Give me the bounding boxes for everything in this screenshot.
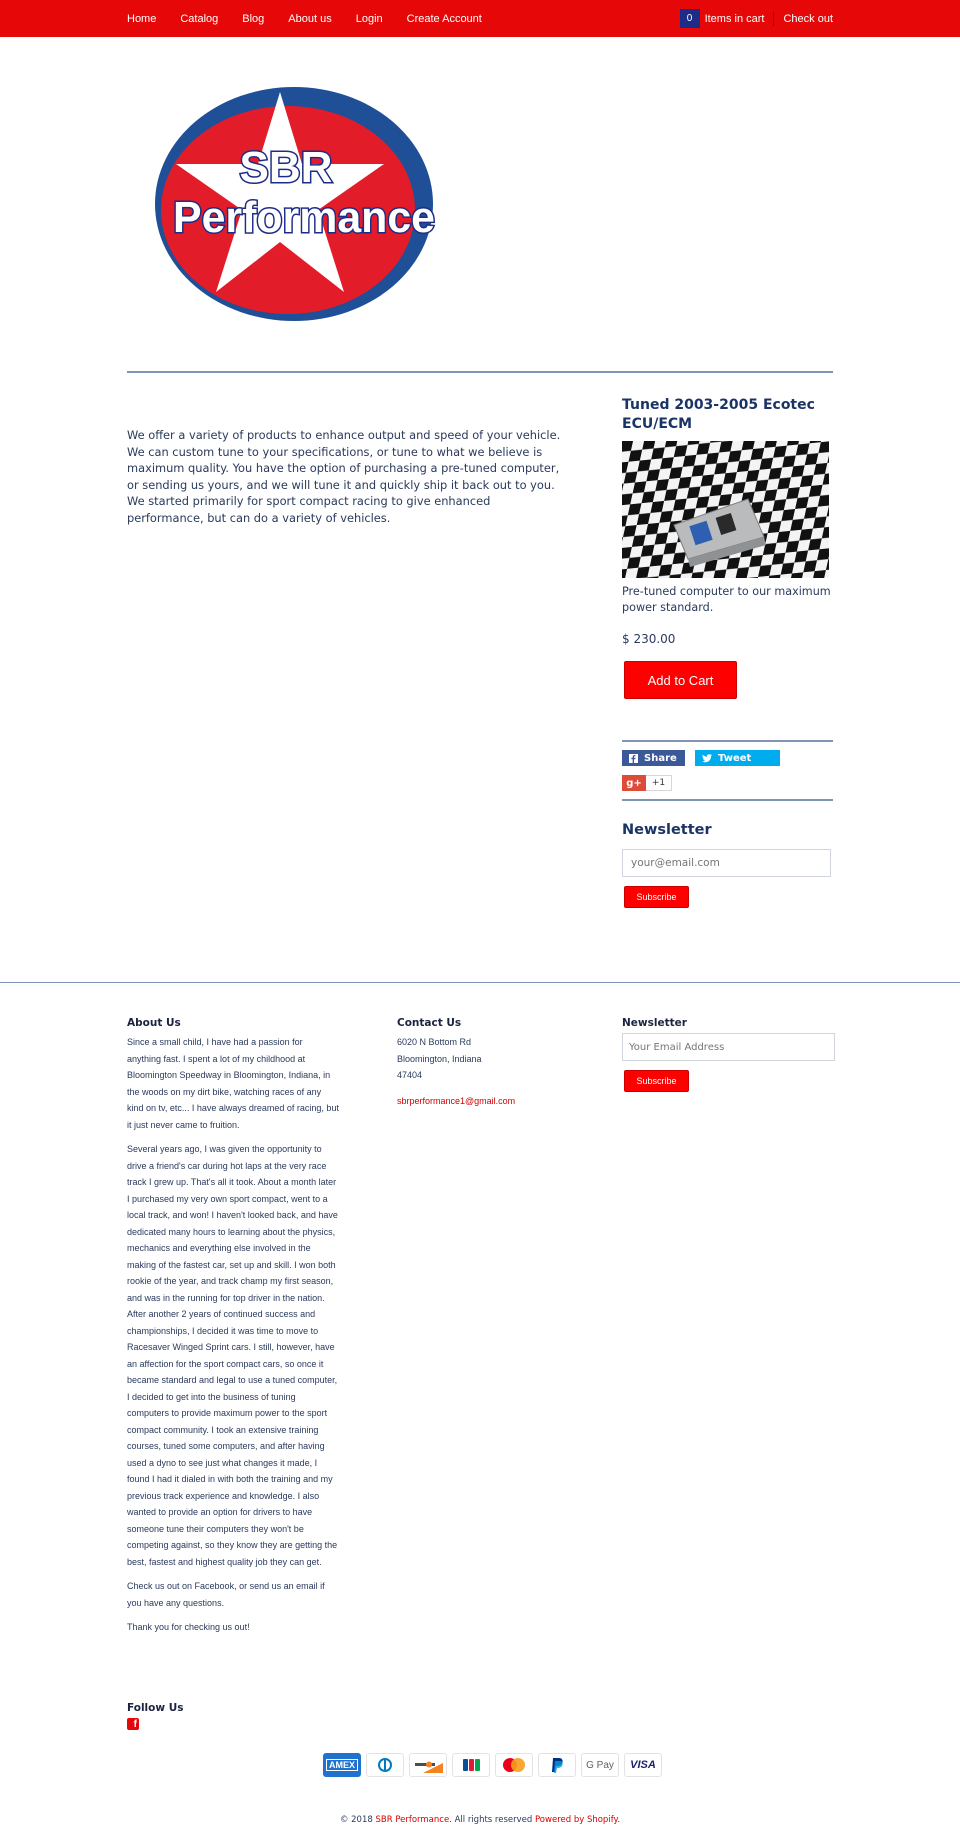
facebook-share-button[interactable]: [622, 750, 685, 766]
product-image[interactable]: [622, 441, 829, 578]
nav-home[interactable]: Home: [127, 12, 157, 25]
google-plus-count: +1: [646, 775, 672, 791]
header-divider: [127, 371, 833, 373]
visa-icon: [624, 1753, 662, 1777]
about-paragraph: Several years ago, I was given the opportunity to drive a friend's car during hot laps at the very race track I grew up. That's all it took. About a month later I purchased my very own sport compact, went to a local track, and won! I haven't looked back, and have dedicated many hours to learning about the physics, mechanics and everything else involved in the making of the fastest car, set up and skill. I won both rookie of the year, and track champ my first season, and was in the running for top driver in the nation. After another 2 years of continued success and championships, I decided it was time to move to Racesaver Winged Sprint cars. I still, however, have an affection for the sport compact cars, so once it became standard and legal to use a tuned computer, I decided to get into the business of tuning computers to provide maximum power to the sport compact community. I took an extensive training courses, tuned some computers, and after having used a dyno to see just what changes it made, I found I had it dialed in with both the training and my previous track experience and knowledge. I also wanted to provide an option for drivers to have someone tune their computers they won't be competing against, so they know they are getting the best, fastest and highest quality job they can get.: [127, 1144, 338, 1567]
google-pay-icon: [581, 1753, 619, 1777]
copyright-prefix: © 2018: [339, 1815, 376, 1825]
footer-contact-title: Contact Us: [397, 1017, 462, 1029]
newsletter-subscribe-button[interactable]: Subscribe: [624, 886, 689, 908]
mastercard-icon: [495, 1753, 533, 1777]
footer-about-text: [127, 1034, 339, 1644]
facebook-icon[interactable]: [127, 1718, 139, 1730]
google-plus-button[interactable]: [622, 775, 646, 791]
discover-glyph: [413, 1757, 443, 1773]
twitter-tweet-button[interactable]: [695, 750, 780, 766]
copyright-middle: . All rights reserved: [449, 1815, 535, 1825]
add-to-cart-button[interactable]: Add to Cart: [624, 661, 737, 699]
product-title-link[interactable]: Tuned 2003-2005 Ecotec ECU/ECM: [622, 397, 815, 432]
intro-text: We offer a variety of products to enhance output and speed of your vehicle. We can custom tune to your specifications, or tune to what we believe is maximum quality. You have the option of purchasing a pre-tuned computer, or sending us yours, and we will tune it and quickly ship it back out to you. We started primarily for sport compact racing to give enhanced performance, but can do a variety of vehicles.: [127, 428, 561, 525]
copyright-suffix: .: [617, 1815, 621, 1825]
share-divider-top: [622, 740, 833, 742]
product-description: Pre-tuned computer to our maximum power standard.: [622, 585, 831, 614]
footer-divider: [0, 982, 960, 983]
facebook-icon: [629, 754, 638, 763]
top-bar: [0, 0, 960, 37]
logo-graphic: [152, 86, 436, 322]
footer-subscribe-button[interactable]: Subscribe: [624, 1070, 689, 1092]
nav-catalog[interactable]: Catalog: [180, 12, 219, 25]
newsletter-email-input[interactable]: [622, 849, 831, 877]
tweet-label: Tweet: [718, 752, 752, 764]
gpay-label: G Pay: [586, 1759, 614, 1771]
checkout-link[interactable]: Check out: [783, 12, 833, 25]
cart-link[interactable]: Items in cart: [704, 12, 765, 25]
contact-email-link[interactable]: sbrperformance1@gmail.com: [397, 1096, 516, 1106]
paypal-icon: [538, 1753, 576, 1777]
facebook-glyph: f: [133, 1719, 137, 1730]
contact-address: [397, 1034, 482, 1084]
copyright: [0, 1815, 960, 1825]
visa-label: VISA: [630, 1759, 656, 1771]
powered-by-shopify-link[interactable]: Powered by Shopify: [534, 1815, 618, 1825]
footer-newsletter-title: Newsletter: [622, 1017, 687, 1029]
nav-create-account[interactable]: Create Account: [406, 12, 482, 25]
amex-icon: [323, 1753, 361, 1777]
diners-club-icon: [366, 1753, 404, 1777]
share-label: Share: [644, 752, 677, 764]
discover-icon: [409, 1753, 447, 1777]
nav-blog[interactable]: Blog: [242, 12, 265, 25]
footer-newsletter-email-input[interactable]: [622, 1033, 835, 1061]
logo-text-sbr: SBR: [239, 143, 333, 192]
newsletter-title: Newsletter: [622, 822, 712, 838]
about-paragraph: Thank you for checking us out!: [127, 1622, 250, 1632]
cart-area: [680, 0, 833, 37]
about-paragraph: Check us out on Facebook, or send us an email if you have any questions.: [127, 1581, 325, 1608]
diners-glyph: [375, 1757, 395, 1773]
cart-count-badge[interactable]: 0: [680, 9, 700, 28]
sbr-logo[interactable]: [152, 86, 436, 322]
copyright-brand-link[interactable]: SBR Performance: [375, 1815, 450, 1825]
share-divider-bottom: [622, 799, 833, 801]
footer-about-title: About Us: [127, 1017, 181, 1029]
mastercard-glyph: [501, 1757, 527, 1773]
jcb-glyph: [461, 1757, 481, 1773]
google-plus-icon: g+: [626, 777, 642, 789]
cart-divider: [773, 12, 774, 26]
nav-about-us[interactable]: About us: [288, 12, 332, 25]
follow-us-title: Follow Us: [127, 1702, 184, 1714]
address-line-1: 6020 N Bottom Rd: [397, 1037, 472, 1047]
nav-login[interactable]: Login: [355, 12, 383, 25]
paypal-glyph: [549, 1756, 565, 1774]
product-price: $ 230.00: [622, 632, 676, 646]
amex-label: AMEX: [326, 1759, 358, 1771]
address-zip: 47404: [397, 1070, 423, 1080]
address-line-2: Bloomington, Indiana: [397, 1053, 482, 1064]
payment-icons: [323, 1753, 667, 1777]
about-paragraph: Since a small child, I have had a passion for anything fast. I spent a lot of my childhood at Bloomington Speedway in Bloomington, Indiana, in the woods on my dirt bike, watching races of any kind on tv, etc... I have always dreamed of racing, but it just never came to fruition.: [127, 1037, 339, 1130]
jcb-icon: [452, 1753, 490, 1777]
logo-text-performance: Performance: [173, 193, 435, 242]
main-nav: [127, 0, 506, 37]
product-photo-ecu: [622, 441, 829, 578]
twitter-icon: [702, 754, 712, 763]
